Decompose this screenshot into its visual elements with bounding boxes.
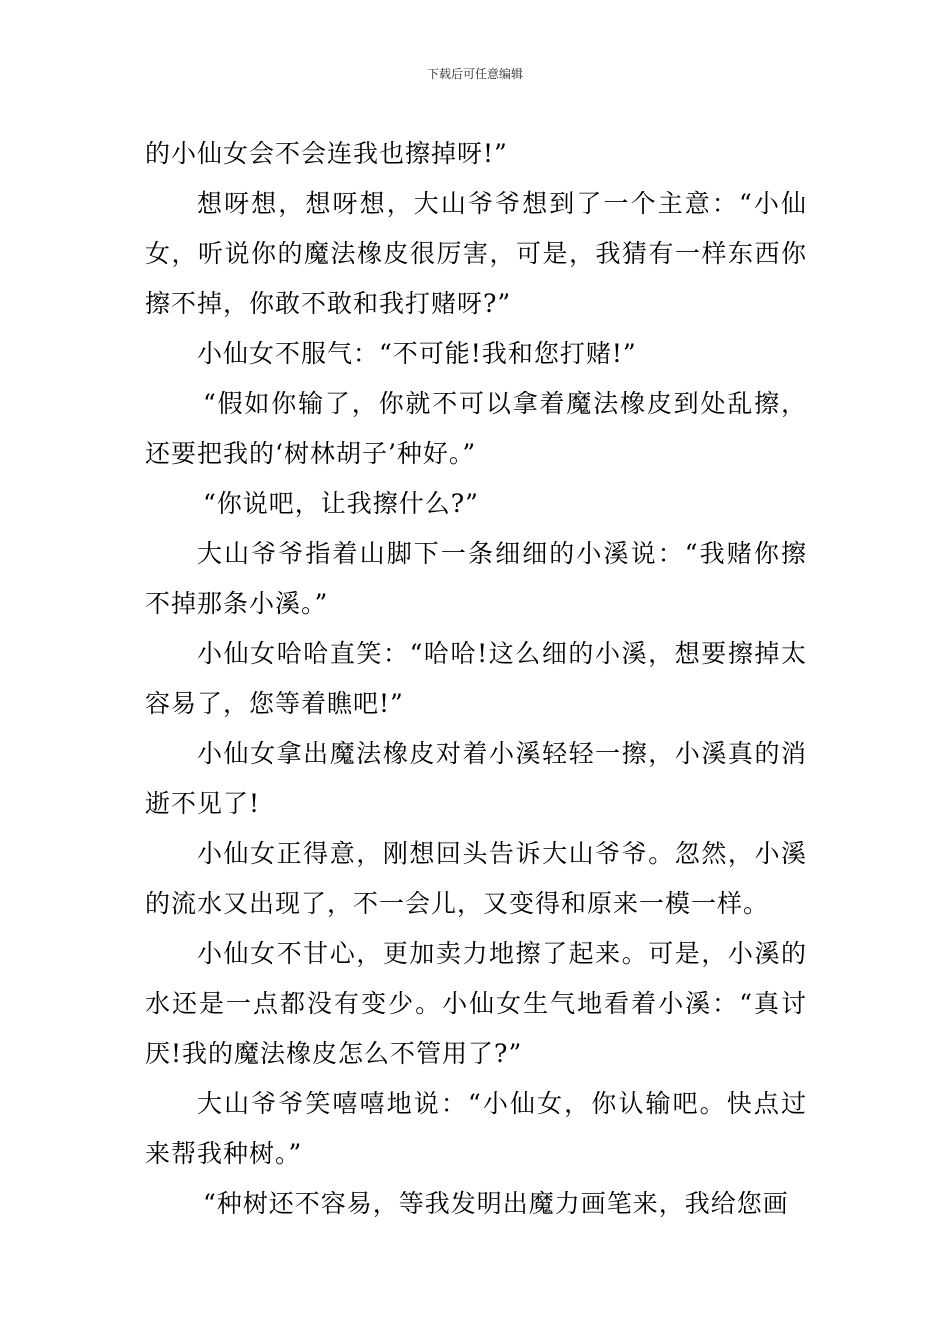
paragraph-1: 的小仙女会不会连我也擦掉呀!” [145,139,508,168]
paragraph-4: “假如你输了，你就不可以拿着魔法橡皮到处乱擦，还要把我的‘树林胡子’种好。” [145,389,807,468]
paragraph-7: 小仙女哈哈直笑：“哈哈!这么细的小溪，想要擦掉太容易了，您等着瞧吧!” [145,639,807,718]
paragraph-10: 小仙女不甘心，更加卖力地擦了起来。可是，小溪的水还是一点都没有变少。小仙女生气地看着小溪：“真讨厌!我的魔法橡皮怎么不管用了?” [145,939,807,1068]
paragraph-2: 想呀想，想呀想，大山爷爷想到了一个主意：“小仙女，听说你的魔法橡皮很厉害，可是，我猜有一样东西你擦不掉，你敢不敢和我打赌呀?” [145,189,807,318]
paragraph-8: 小仙女拿出魔法橡皮对着小溪轻轻一擦，小溪真的消逝不见了! [145,739,807,818]
paragraph-12: “种树还不容易，等我发明出魔力画笔来，我给您画 [203,1189,789,1218]
paragraph-5: “你说吧，让我擦什么?” [203,489,479,518]
paragraph-11: 大山爷爷笑嘻嘻地说：“小仙女，你认输吧。快点过来帮我种树。” [145,1089,807,1168]
document-body [145,129,807,1229]
page-header: 下载后可任意编辑 [426,67,523,81]
paragraph-9: 小仙女正得意，刚想回头告诉大山爷爷。忽然，小溪的流水又出现了，不一会儿，又变得和原来一模一样。 [145,839,807,918]
paragraph-6: 大山爷爷指着山脚下一条细细的小溪说：“我赌你擦不掉那条小溪。” [145,539,807,618]
paragraph-3: 小仙女不服气：“不可能!我和您打赌!” [197,339,637,368]
